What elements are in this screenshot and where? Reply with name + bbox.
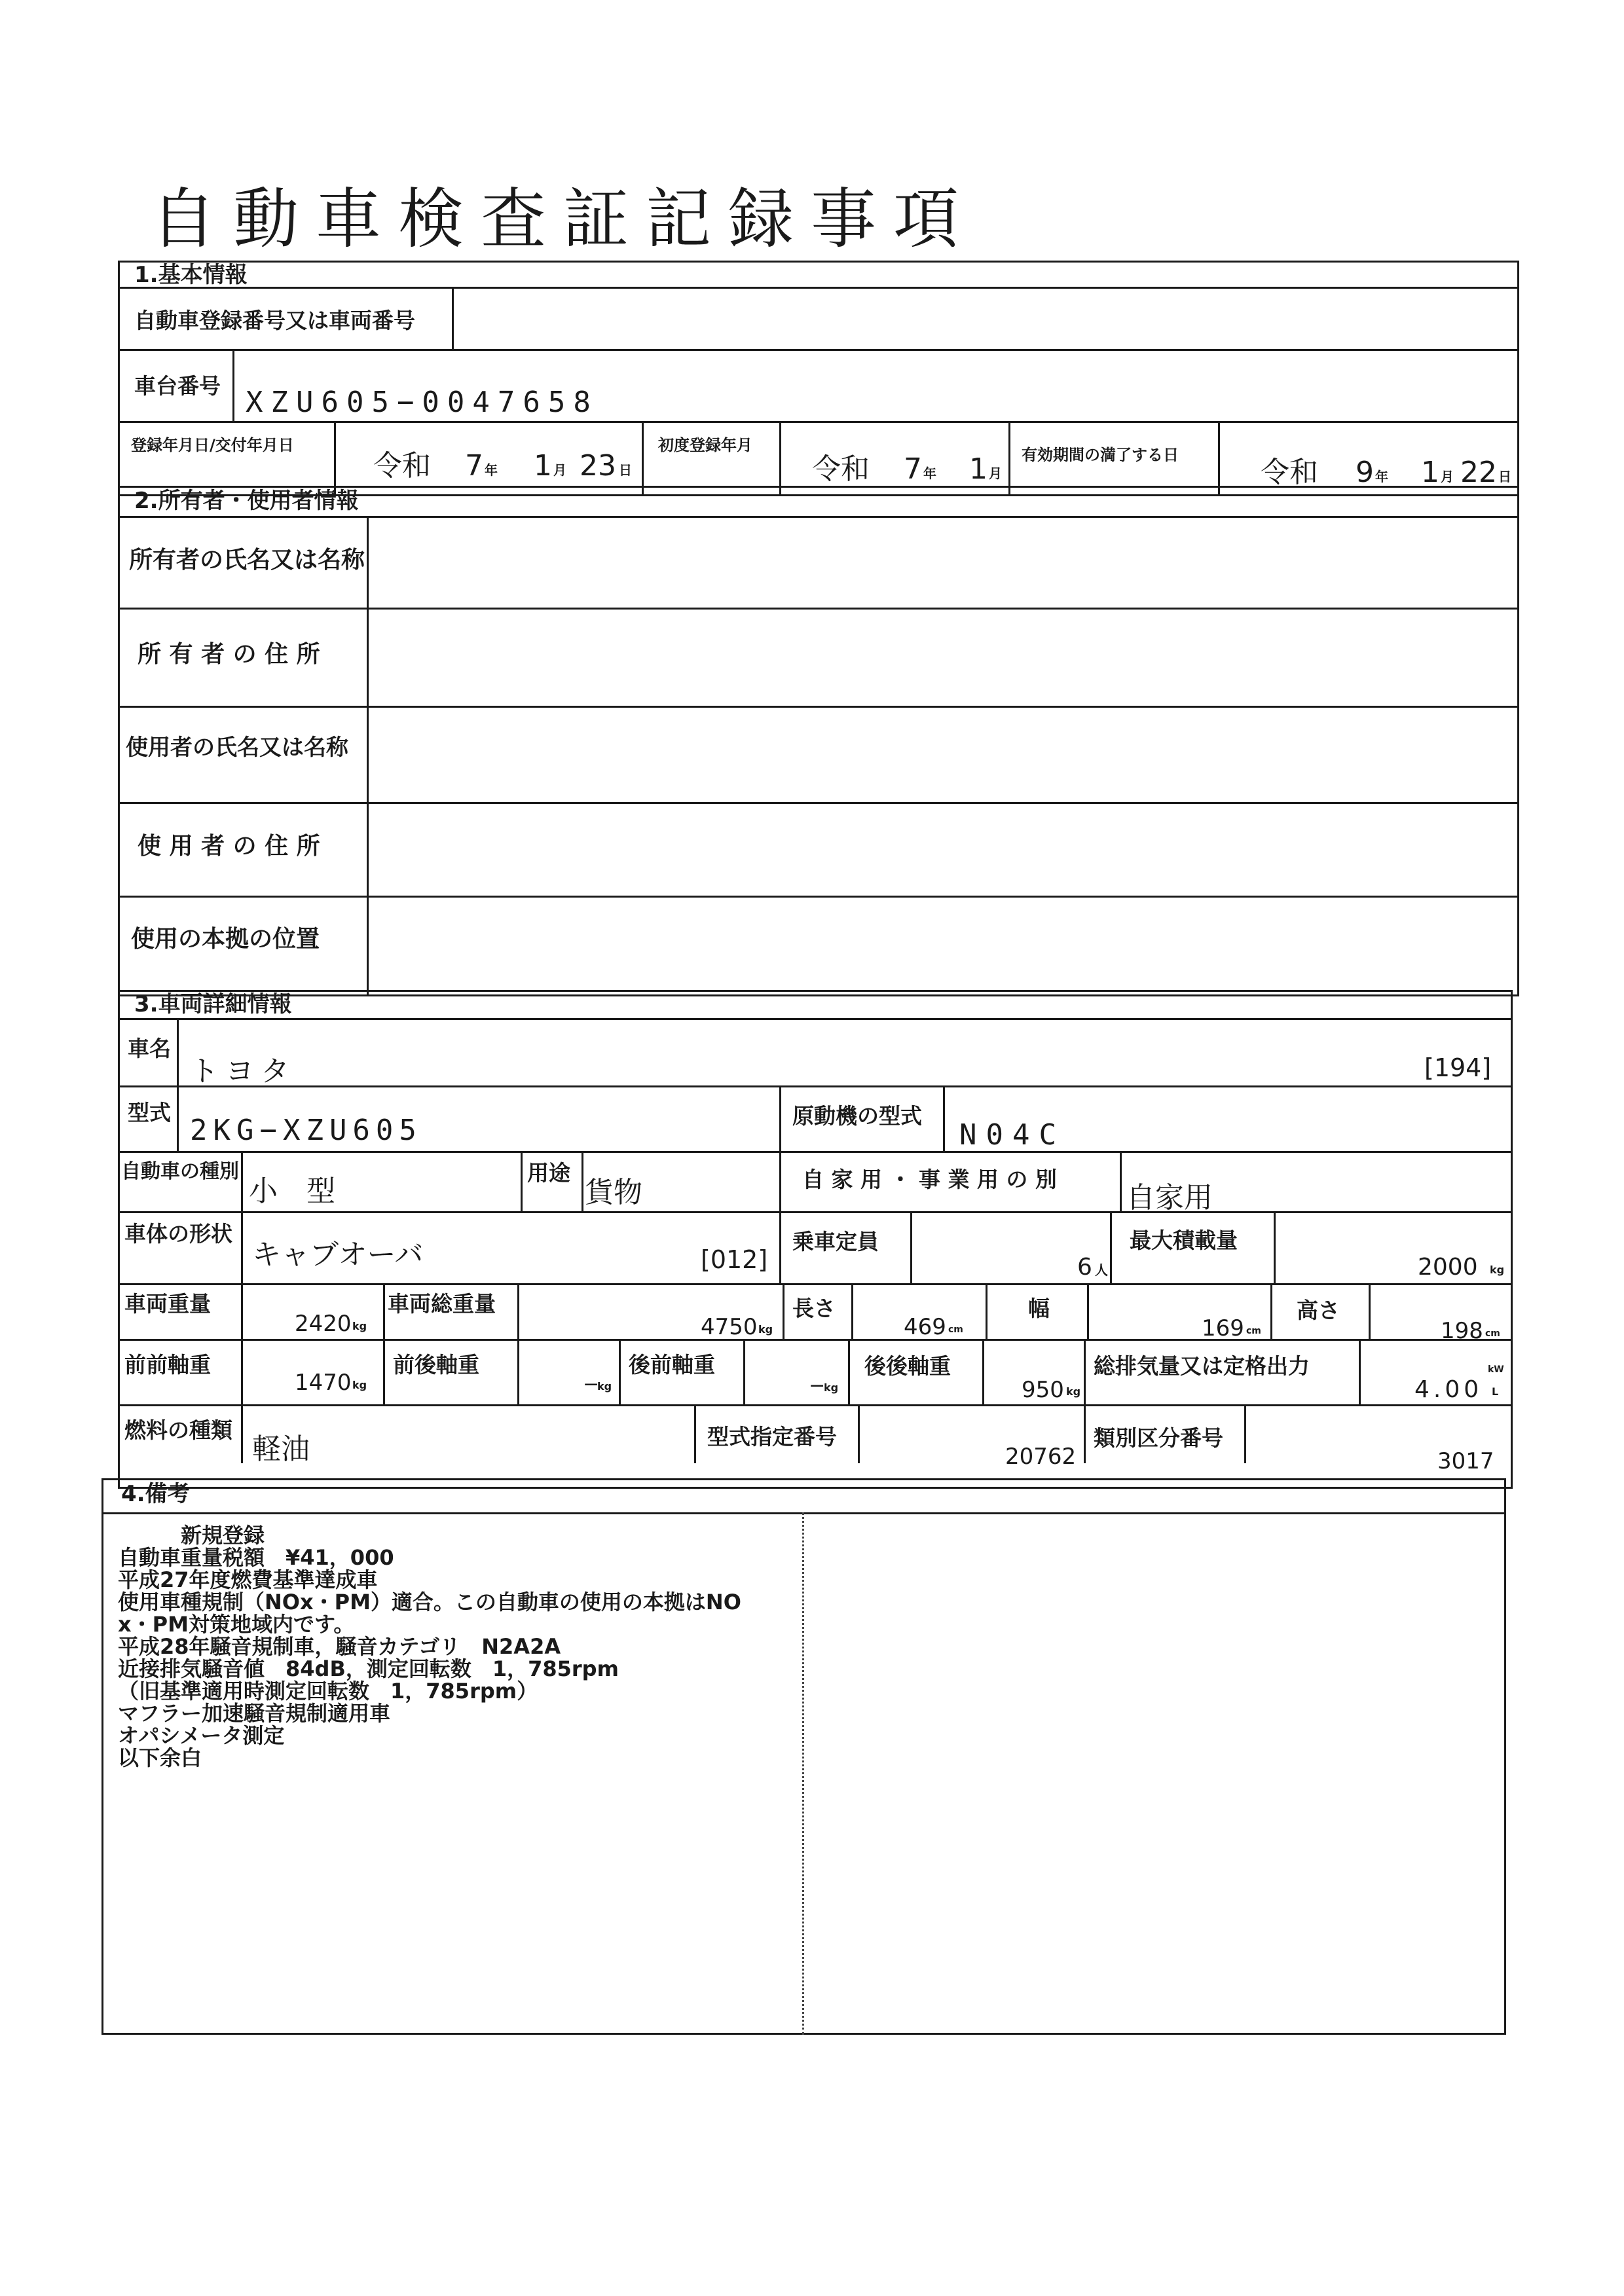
section-heading-vehicle: 3.車両詳細情報 (134, 991, 292, 1017)
fuel-value: 軽油 (252, 1432, 310, 1466)
issue-date-label: 登録年月日/交付年月日 (131, 436, 294, 454)
remark-line: 以下余白 (118, 1745, 202, 1770)
owner-address-label: 所 有 者 の 住 所 (138, 641, 320, 668)
weight-label: 車両重量 (124, 1291, 211, 1317)
type-designation-value: 20762 (1005, 1444, 1077, 1470)
width-value: 169 (1202, 1315, 1244, 1341)
chassis-label: 車台番号 (134, 373, 221, 399)
length-label: 長さ (792, 1296, 836, 1321)
use-value: 貨物 (585, 1176, 642, 1209)
displacement-value: 4.00 (1414, 1376, 1483, 1403)
width-unit: cm (1246, 1326, 1261, 1336)
category-number-value: 3017 (1437, 1448, 1494, 1474)
capacity-value: 6 (1077, 1254, 1092, 1281)
weight-value: 2420 (295, 1311, 352, 1337)
remark-line: x・PM対策地域内です。 (118, 1612, 355, 1637)
remark-line: オパシメータ測定 (118, 1723, 285, 1748)
first-reg-year: 7 (904, 452, 922, 486)
expiry-month: 1 (1421, 456, 1439, 489)
capacity-label: 乗車定員 (792, 1229, 879, 1254)
section-heading-owner: 2.所有者・使用者情報 (134, 488, 359, 514)
private-business-value: 自家用 (1126, 1181, 1213, 1214)
displacement-unit-l: L (1492, 1385, 1499, 1398)
rear-rear-axle-unit: kg (1066, 1385, 1081, 1398)
issue-year-unit: 年 (485, 462, 498, 478)
issue-month-unit: 月 (553, 462, 566, 478)
height-value: 198 (1441, 1318, 1483, 1344)
engine-label: 原動機の型式 (792, 1103, 922, 1129)
maker-value: トヨタ (190, 1055, 296, 1088)
section-heading-basic: 1.基本情報 (134, 262, 248, 288)
model-label: 型式 (128, 1100, 171, 1125)
max-load-unit: kg (1490, 1264, 1505, 1276)
expiry-month-unit: 月 (1441, 469, 1454, 484)
height-unit: cm (1485, 1328, 1500, 1339)
category-number-label: 類別区分番号 (1094, 1425, 1223, 1451)
front-front-axle-label: 前前軸重 (124, 1352, 211, 1377)
remark-line: マフラー加速騒音規制適用車 (118, 1701, 391, 1726)
issue-era: 令和 (373, 449, 431, 483)
use-label: 用途 (527, 1160, 570, 1186)
rear-front-axle-unit: kg (824, 1381, 839, 1394)
expiry-label: 有効期間の満了する日 (1022, 446, 1179, 464)
expiry-year: 9 (1356, 456, 1374, 489)
rear-rear-axle-value: 950 (1022, 1377, 1064, 1403)
owner-name-label: 所有者の氏名又は名称 (129, 547, 365, 574)
body-label: 車体の形状 (124, 1221, 232, 1247)
maker-code: [194] (1424, 1053, 1492, 1082)
width-label: 幅 (1028, 1296, 1050, 1321)
issue-day: 23 (580, 449, 616, 483)
remark-line: 使用車種規制（NOx・PM）適合。この自動車の使用の本拠はNO (118, 1590, 741, 1614)
length-unit: cm (948, 1324, 963, 1335)
remark-line: 近接排気騒音値 84dB，測定回転数 1，785rpm (118, 1656, 619, 1681)
maker-label: 車名 (128, 1036, 171, 1061)
length-value: 469 (904, 1314, 946, 1340)
weight-unit: kg (352, 1320, 367, 1332)
kind-value: 小 型 (249, 1175, 335, 1208)
first-reg-year-unit: 年 (923, 465, 936, 481)
type-designation-label: 型式指定番号 (707, 1424, 837, 1449)
height-label: 高さ (1297, 1298, 1340, 1323)
front-front-axle-unit: kg (352, 1379, 367, 1391)
gross-weight-label: 車両総重量 (388, 1291, 496, 1317)
front-rear-axle-value: − (583, 1373, 600, 1396)
front-rear-axle-unit: kg (597, 1380, 612, 1393)
section-heading-remarks: 4.備考 (121, 1481, 190, 1507)
issue-day-unit: 日 (619, 462, 632, 478)
gross-weight-unit: kg (758, 1323, 773, 1336)
remark-line: （旧基準適用時測定回転数 1，785rpm） (118, 1679, 538, 1704)
remark-line: 平成27年度燃費基準達成車 (118, 1567, 378, 1592)
remark-line: 平成28年騒音規制車，騒音カテゴリ N2A2A (118, 1634, 561, 1659)
remark-line: 新規登録 (118, 1523, 265, 1548)
engine-value: N04C (959, 1118, 1065, 1152)
displacement-label: 総排気量又は定格出力 (1094, 1353, 1310, 1379)
displacement-unit-kw: kW (1488, 1364, 1504, 1375)
expiry-era: 令和 (1261, 456, 1318, 489)
body-code: [012] (701, 1245, 768, 1274)
first-reg-era: 令和 (812, 452, 870, 486)
private-business-label: 自 家 用 ・ 事 業 用 の 別 (802, 1167, 1057, 1192)
rear-front-axle-value: − (809, 1374, 826, 1397)
rear-rear-axle-label: 後後軸重 (864, 1353, 951, 1379)
first-reg-label: 初度登録年月 (658, 436, 752, 454)
body-value: キャブオーバ (252, 1238, 424, 1271)
expiry-day: 22 (1460, 456, 1497, 489)
user-name-label: 使用者の氏名又は名称 (126, 735, 348, 761)
first-reg-month: 1 (969, 452, 987, 486)
kind-label: 自動車の種別 (121, 1160, 239, 1183)
base-location-label: 使用の本拠の位置 (131, 926, 320, 953)
model-value: 2KG−XZU605 (190, 1114, 422, 1147)
expiry-day-unit: 日 (1498, 469, 1511, 484)
issue-year: 7 (465, 449, 483, 483)
capacity-unit: 人 (1095, 1262, 1108, 1278)
chassis-value: XZU605−0047658 (246, 386, 599, 419)
front-rear-axle-label: 前後軸重 (393, 1352, 479, 1377)
document-title: 自動車検査証記録事項 (151, 181, 976, 257)
remarks-text (118, 1524, 799, 1769)
max-load-value: 2000 (1418, 1254, 1478, 1281)
user-address-label: 使 用 者 の 住 所 (138, 833, 320, 860)
max-load-label: 最大積載量 (1130, 1228, 1238, 1253)
expiry-year-unit: 年 (1375, 469, 1388, 484)
front-front-axle-value: 1470 (295, 1370, 352, 1396)
issue-month: 1 (534, 449, 552, 483)
rear-front-axle-label: 後前軸重 (629, 1352, 715, 1377)
first-reg-month-unit: 月 (989, 465, 1002, 481)
fuel-label: 燃料の種類 (124, 1417, 232, 1443)
gross-weight-value: 4750 (701, 1314, 758, 1340)
remark-line: 自動車重量税額 ¥41，000 (118, 1545, 394, 1570)
reg-number-label: 自動車登録番号又は車両番号 (134, 308, 415, 333)
